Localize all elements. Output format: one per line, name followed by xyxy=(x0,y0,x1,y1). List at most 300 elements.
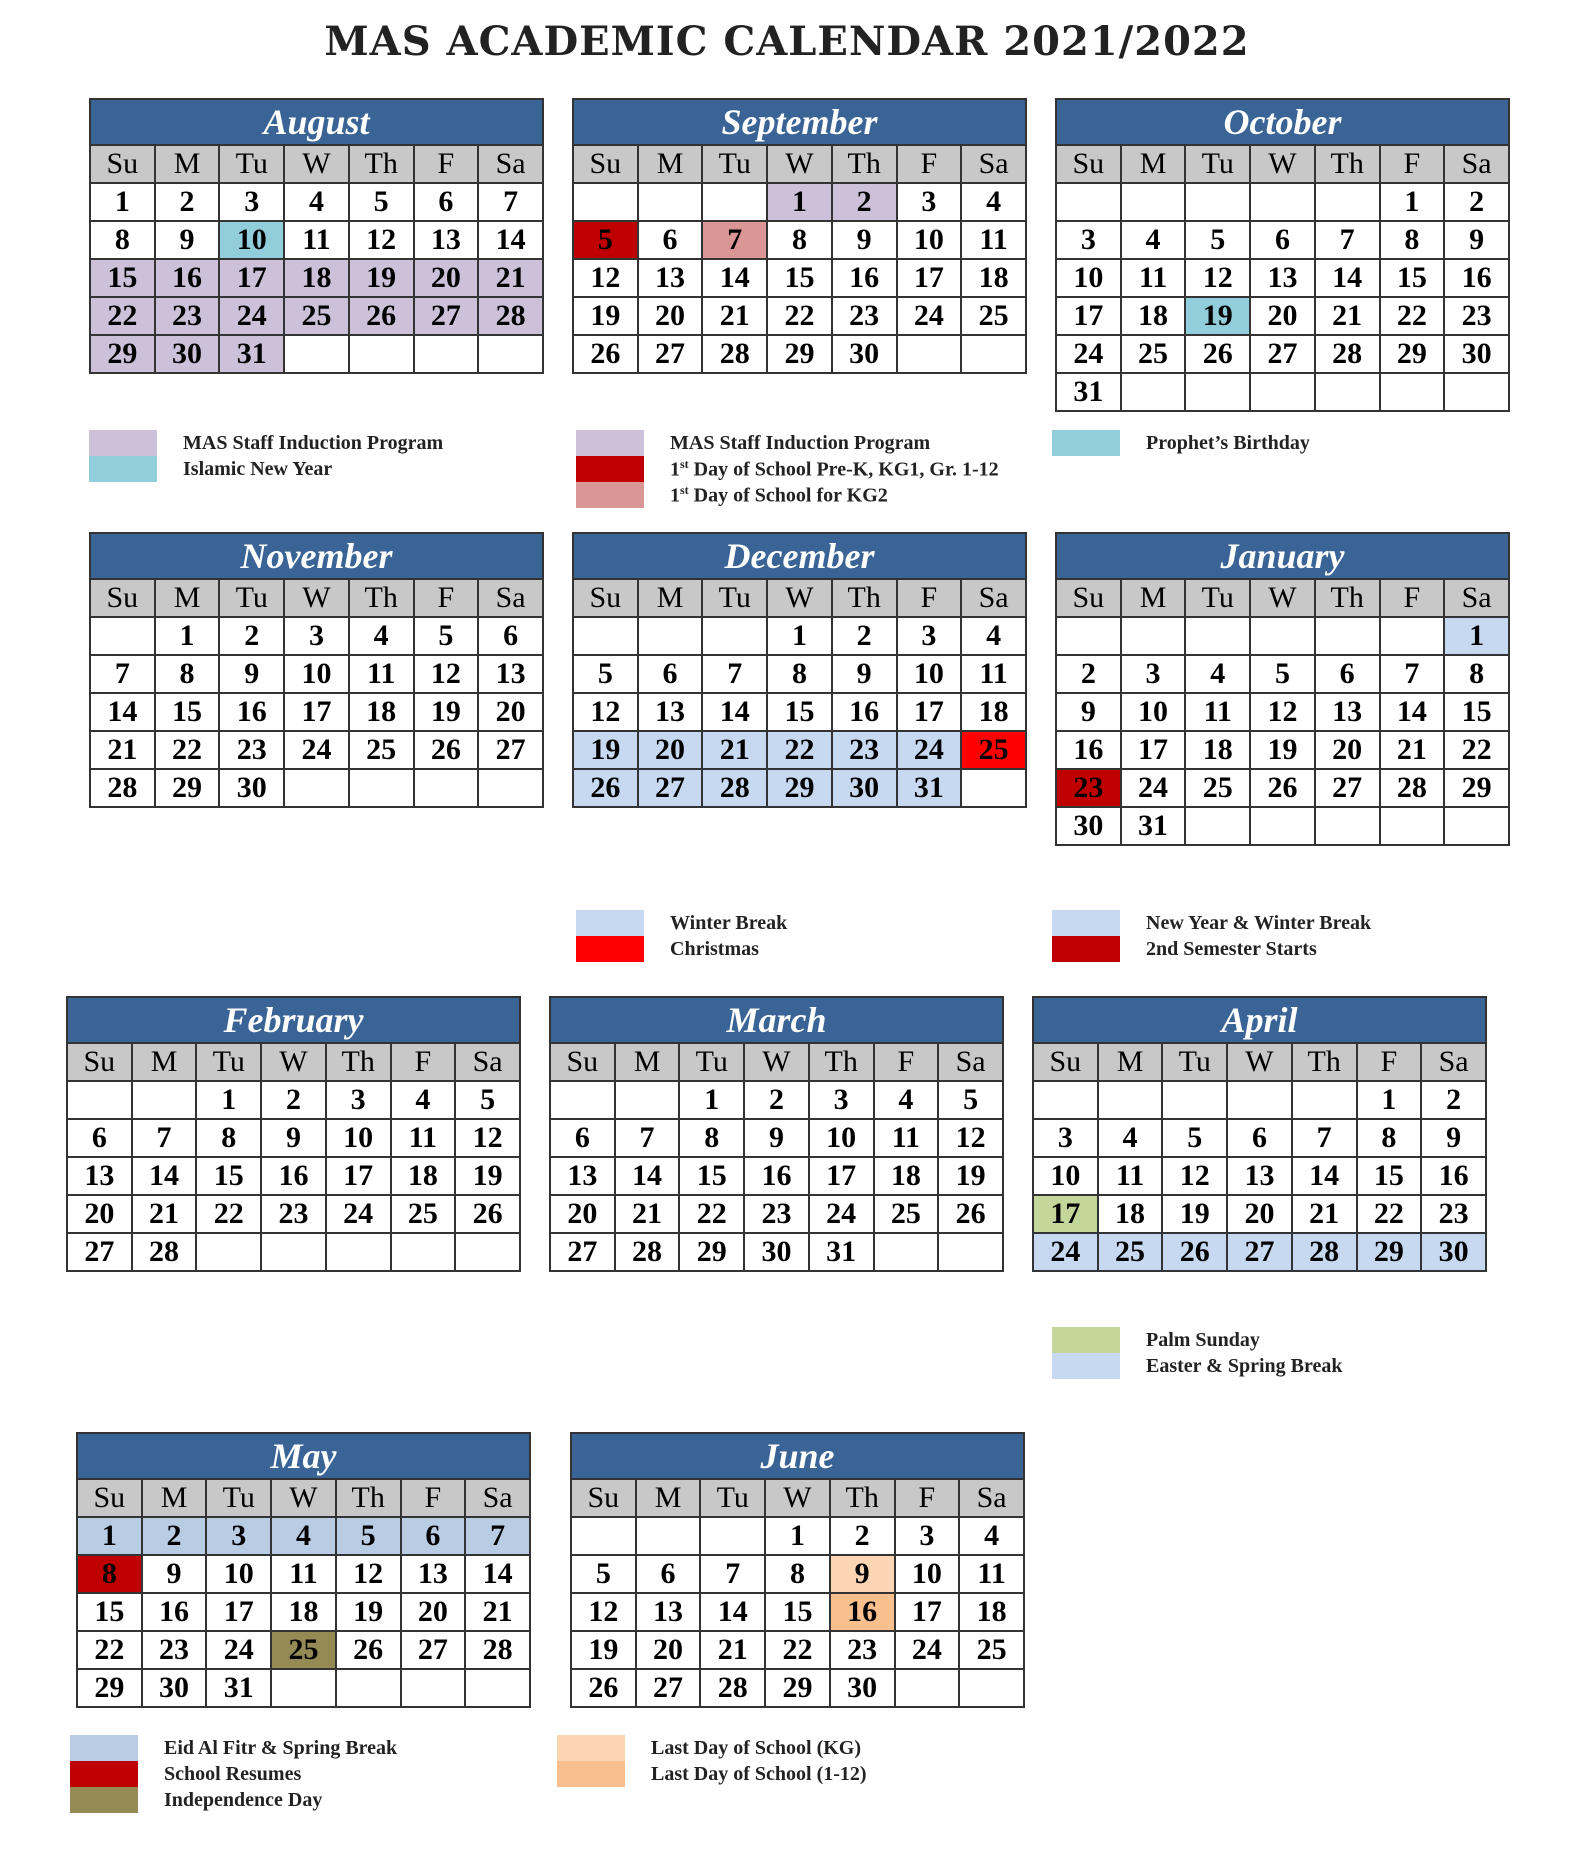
day-cell: 12 xyxy=(573,259,638,297)
empty-cell xyxy=(938,1233,1003,1271)
empty-cell xyxy=(271,1669,336,1707)
empty-cell xyxy=(1444,807,1509,845)
month-name: May xyxy=(77,1433,530,1479)
day-cell: 1 xyxy=(765,1517,830,1555)
weekday-header: W xyxy=(1250,579,1315,617)
day-cell: 18 xyxy=(961,259,1026,297)
day-cell: 1 xyxy=(155,617,220,655)
month-table xyxy=(570,1432,1025,1708)
day-cell: 7 xyxy=(1315,221,1380,259)
day-cell: 3 xyxy=(1056,221,1121,259)
weekday-header-row xyxy=(1056,145,1509,183)
weekday-header-row xyxy=(90,579,543,617)
empty-cell xyxy=(414,769,479,807)
day-cell: 26 xyxy=(1250,769,1315,807)
weekday-header: Sa xyxy=(938,1043,1003,1081)
day-cell: 1 xyxy=(679,1081,744,1119)
empty-cell xyxy=(1315,617,1380,655)
legend-label: MAS Staff Induction Program xyxy=(183,431,444,454)
legend-swatch xyxy=(1052,1353,1120,1379)
day-cell: 29 xyxy=(767,335,832,373)
day-cell: 25 xyxy=(391,1195,456,1233)
day-cell: 29 xyxy=(679,1233,744,1271)
weekday-header: Tu xyxy=(1162,1043,1227,1081)
day-cell: 11 xyxy=(271,1555,336,1593)
day-cell: 22 xyxy=(767,297,832,335)
day-cell: 21 xyxy=(1315,297,1380,335)
day-cell: 16 xyxy=(219,693,284,731)
legend-item xyxy=(1052,936,1371,962)
page-title: MAS ACADEMIC CALENDAR 2021/2022 xyxy=(324,18,1250,65)
day-cell: 10 xyxy=(1121,693,1186,731)
legend-item xyxy=(576,430,999,456)
day-cell: 23 xyxy=(744,1195,809,1233)
week-row xyxy=(1033,1119,1486,1157)
day-cell: 17 xyxy=(895,1593,960,1631)
day-cell: 2 xyxy=(261,1081,326,1119)
day-cell: 30 xyxy=(1444,335,1509,373)
day-cell: 4 xyxy=(961,617,1026,655)
legend-august xyxy=(89,430,443,482)
day-cell: 4 xyxy=(1185,655,1250,693)
week-row xyxy=(550,1119,1003,1157)
day-cell: 12 xyxy=(1162,1157,1227,1195)
day-cell: 5 xyxy=(349,183,414,221)
month-table xyxy=(89,532,544,808)
weekday-header: M xyxy=(1121,145,1186,183)
weekday-header: Th xyxy=(349,579,414,617)
day-cell: 15 xyxy=(155,693,220,731)
day-cell: 15 xyxy=(765,1593,830,1631)
day-cell: 8 xyxy=(1357,1119,1422,1157)
week-row xyxy=(550,1157,1003,1195)
day-cell: 6 xyxy=(1250,221,1315,259)
empty-cell xyxy=(1121,373,1186,411)
weekday-header: Su xyxy=(77,1479,142,1517)
week-row xyxy=(1056,731,1509,769)
weekday-header: Su xyxy=(1056,145,1121,183)
week-row xyxy=(67,1081,520,1119)
legend-label: MAS Staff Induction Program xyxy=(670,431,931,454)
empty-cell xyxy=(326,1233,391,1271)
day-cell: 16 xyxy=(1056,731,1121,769)
legend-label xyxy=(670,457,999,482)
legend-swatch xyxy=(1052,1327,1120,1353)
day-cell: 6 xyxy=(1315,655,1380,693)
day-cell: 30 xyxy=(219,769,284,807)
day-cell: 6 xyxy=(636,1555,701,1593)
day-cell: 11 xyxy=(349,655,414,693)
day-cell: 9 xyxy=(832,221,897,259)
day-cell: 5 xyxy=(455,1081,520,1119)
month-name: January xyxy=(1056,533,1509,579)
day-cell: 17 xyxy=(284,693,349,731)
weekday-header: Su xyxy=(573,579,638,617)
week-row xyxy=(573,259,1026,297)
empty-cell xyxy=(1250,807,1315,845)
day-cell: 10 xyxy=(219,221,284,259)
weekday-header-row xyxy=(550,1043,1003,1081)
week-row xyxy=(1056,259,1509,297)
weekday-header: M xyxy=(638,579,703,617)
day-cell: 3 xyxy=(895,1517,960,1555)
day-cell: 22 xyxy=(155,731,220,769)
empty-cell xyxy=(284,769,349,807)
day-cell: 20 xyxy=(1227,1195,1292,1233)
day-cell: 10 xyxy=(897,655,962,693)
weekday-header: F xyxy=(874,1043,939,1081)
calendar-august xyxy=(89,98,544,374)
calendar-february xyxy=(66,996,521,1272)
weekday-header: Th xyxy=(1292,1043,1357,1081)
day-cell: 31 xyxy=(206,1669,271,1707)
week-row xyxy=(573,335,1026,373)
day-cell: 29 xyxy=(90,335,155,373)
day-cell: 13 xyxy=(478,655,543,693)
month-name: December xyxy=(573,533,1026,579)
day-cell: 13 xyxy=(550,1157,615,1195)
weekday-header: Tu xyxy=(196,1043,261,1081)
legend-label: Prophet’s Birthday xyxy=(1146,431,1310,454)
day-cell: 30 xyxy=(1056,807,1121,845)
weekday-header: Su xyxy=(1056,579,1121,617)
legend-swatch xyxy=(576,482,644,508)
day-cell: 23 xyxy=(1444,297,1509,335)
day-cell: 28 xyxy=(465,1631,530,1669)
day-cell: 28 xyxy=(615,1233,680,1271)
month-name: September xyxy=(573,99,1026,145)
weekday-header: F xyxy=(414,145,479,183)
empty-cell xyxy=(132,1081,197,1119)
day-cell: 16 xyxy=(1421,1157,1486,1195)
week-row xyxy=(573,617,1026,655)
day-cell: 26 xyxy=(1162,1233,1227,1271)
day-cell: 18 xyxy=(959,1593,1024,1631)
day-cell: 30 xyxy=(744,1233,809,1271)
weekday-header: M xyxy=(636,1479,701,1517)
day-cell: 31 xyxy=(897,769,962,807)
calendar-september xyxy=(572,98,1027,374)
empty-cell xyxy=(638,183,703,221)
day-cell: 6 xyxy=(1227,1119,1292,1157)
weekday-header: Sa xyxy=(1444,145,1509,183)
week-row xyxy=(573,221,1026,259)
day-cell: 13 xyxy=(636,1593,701,1631)
day-cell: 5 xyxy=(573,655,638,693)
day-cell: 2 xyxy=(1421,1081,1486,1119)
day-cell: 24 xyxy=(1033,1233,1098,1271)
day-cell: 30 xyxy=(1421,1233,1486,1271)
weekday-header: M xyxy=(155,145,220,183)
legend-label: Last Day of School (1-12) xyxy=(651,1762,867,1785)
weekday-header: M xyxy=(142,1479,207,1517)
weekday-header: M xyxy=(638,145,703,183)
weekday-header-row xyxy=(90,145,543,183)
weekday-header: Tu xyxy=(219,579,284,617)
empty-cell xyxy=(478,335,543,373)
day-cell: 6 xyxy=(638,655,703,693)
day-cell: 10 xyxy=(897,221,962,259)
day-cell: 15 xyxy=(1380,259,1445,297)
day-cell: 17 xyxy=(219,259,284,297)
day-cell: 30 xyxy=(830,1669,895,1707)
day-cell: 7 xyxy=(702,655,767,693)
day-cell: 27 xyxy=(1250,335,1315,373)
empty-cell xyxy=(961,335,1026,373)
weekday-header: Su xyxy=(550,1043,615,1081)
week-row xyxy=(1056,617,1509,655)
empty-cell xyxy=(1250,373,1315,411)
legend-label: School Resumes xyxy=(164,1762,302,1785)
empty-cell xyxy=(1098,1081,1163,1119)
empty-cell xyxy=(1227,1081,1292,1119)
day-cell: 18 xyxy=(874,1157,939,1195)
empty-cell xyxy=(550,1081,615,1119)
day-cell: 27 xyxy=(478,731,543,769)
day-cell: 25 xyxy=(284,297,349,335)
day-cell: 12 xyxy=(938,1119,1003,1157)
day-cell: 1 xyxy=(767,617,832,655)
day-cell: 17 xyxy=(809,1157,874,1195)
weekday-header: W xyxy=(271,1479,336,1517)
day-cell: 13 xyxy=(638,259,703,297)
weekday-header: Tu xyxy=(219,145,284,183)
week-row xyxy=(90,617,543,655)
legend-item xyxy=(70,1735,397,1761)
day-cell: 28 xyxy=(1315,335,1380,373)
legend-september xyxy=(576,430,999,508)
week-row xyxy=(571,1555,1024,1593)
legend-item xyxy=(1052,430,1310,456)
day-cell: 20 xyxy=(636,1631,701,1669)
week-row xyxy=(1056,769,1509,807)
empty-cell xyxy=(961,769,1026,807)
month-name: February xyxy=(67,997,520,1043)
weekday-header: Th xyxy=(1315,145,1380,183)
week-row xyxy=(1056,335,1509,373)
empty-cell xyxy=(1121,617,1186,655)
day-cell: 27 xyxy=(67,1233,132,1271)
day-cell: 7 xyxy=(1380,655,1445,693)
day-cell: 23 xyxy=(832,731,897,769)
weekday-header: Tu xyxy=(700,1479,765,1517)
day-cell: 22 xyxy=(77,1631,142,1669)
weekday-header-row xyxy=(67,1043,520,1081)
day-cell: 23 xyxy=(832,297,897,335)
legend-item xyxy=(576,910,787,936)
day-cell: 7 xyxy=(465,1517,530,1555)
day-cell: 9 xyxy=(142,1555,207,1593)
legend-label-rest: Day of School Pre-K, KG1, Gr. 1-12 xyxy=(688,458,999,481)
day-cell: 26 xyxy=(573,769,638,807)
day-cell: 21 xyxy=(465,1593,530,1631)
weekday-header: W xyxy=(765,1479,830,1517)
day-cell: 15 xyxy=(1357,1157,1422,1195)
day-cell: 23 xyxy=(1421,1195,1486,1233)
day-cell: 26 xyxy=(571,1669,636,1707)
empty-cell xyxy=(1315,183,1380,221)
day-cell: 16 xyxy=(830,1593,895,1631)
day-cell: 22 xyxy=(679,1195,744,1233)
weekday-header-row xyxy=(77,1479,530,1517)
legend-label: Islamic New Year xyxy=(183,457,333,480)
day-cell: 12 xyxy=(336,1555,401,1593)
day-cell: 18 xyxy=(1121,297,1186,335)
day-cell: 4 xyxy=(271,1517,336,1555)
day-cell: 3 xyxy=(1033,1119,1098,1157)
legend-item xyxy=(1052,1353,1343,1379)
empty-cell xyxy=(1185,373,1250,411)
empty-cell xyxy=(573,183,638,221)
day-cell: 26 xyxy=(938,1195,1003,1233)
weekday-header: Tu xyxy=(679,1043,744,1081)
day-cell: 22 xyxy=(1357,1195,1422,1233)
day-cell: 12 xyxy=(455,1119,520,1157)
day-cell: 11 xyxy=(874,1119,939,1157)
legend-swatch xyxy=(557,1735,625,1761)
week-row xyxy=(90,335,543,373)
day-cell: 11 xyxy=(1185,693,1250,731)
day-cell: 24 xyxy=(326,1195,391,1233)
day-cell: 4 xyxy=(1121,221,1186,259)
day-cell: 8 xyxy=(767,655,832,693)
weekday-header: Sa xyxy=(1444,579,1509,617)
day-cell: 5 xyxy=(1162,1119,1227,1157)
empty-cell xyxy=(636,1517,701,1555)
day-cell: 14 xyxy=(702,259,767,297)
legend-swatch xyxy=(1052,936,1120,962)
day-cell: 29 xyxy=(155,769,220,807)
day-cell: 17 xyxy=(897,259,962,297)
day-cell: 3 xyxy=(897,183,962,221)
legend-swatch xyxy=(576,910,644,936)
weekday-header: Tu xyxy=(206,1479,271,1517)
legend-label: New Year & Winter Break xyxy=(1146,911,1372,934)
day-cell: 14 xyxy=(90,693,155,731)
month-name: October xyxy=(1056,99,1509,145)
day-cell: 9 xyxy=(744,1119,809,1157)
week-row xyxy=(1033,1233,1486,1271)
day-cell: 21 xyxy=(478,259,543,297)
week-row xyxy=(77,1631,530,1669)
calendar-june xyxy=(570,1432,1025,1708)
legend-swatch xyxy=(576,936,644,962)
week-row xyxy=(90,221,543,259)
weekday-header: W xyxy=(284,145,349,183)
day-cell: 19 xyxy=(1162,1195,1227,1233)
day-cell: 16 xyxy=(155,259,220,297)
day-cell: 9 xyxy=(219,655,284,693)
day-cell: 18 xyxy=(1098,1195,1163,1233)
day-cell: 9 xyxy=(832,655,897,693)
day-cell: 16 xyxy=(261,1157,326,1195)
day-cell: 8 xyxy=(767,221,832,259)
week-row xyxy=(1056,655,1509,693)
week-row xyxy=(90,183,543,221)
day-cell: 25 xyxy=(271,1631,336,1669)
day-cell: 9 xyxy=(1421,1119,1486,1157)
legend-swatch xyxy=(576,456,644,482)
day-cell: 15 xyxy=(90,259,155,297)
weekday-header: M xyxy=(1121,579,1186,617)
weekday-header: Sa xyxy=(959,1479,1024,1517)
week-row xyxy=(90,693,543,731)
day-cell: 2 xyxy=(830,1517,895,1555)
month-name: April xyxy=(1033,997,1486,1043)
day-cell: 23 xyxy=(155,297,220,335)
day-cell: 11 xyxy=(391,1119,456,1157)
week-row xyxy=(90,769,543,807)
weekday-header: Th xyxy=(326,1043,391,1081)
empty-cell xyxy=(702,617,767,655)
day-cell: 8 xyxy=(1444,655,1509,693)
empty-cell xyxy=(284,335,349,373)
day-cell: 18 xyxy=(391,1157,456,1195)
week-row xyxy=(573,731,1026,769)
empty-cell xyxy=(1315,373,1380,411)
day-cell: 28 xyxy=(702,769,767,807)
legend-item xyxy=(576,456,999,482)
day-cell: 8 xyxy=(765,1555,830,1593)
day-cell: 14 xyxy=(1380,693,1445,731)
day-cell: 18 xyxy=(349,693,414,731)
day-cell: 6 xyxy=(638,221,703,259)
empty-cell xyxy=(1185,183,1250,221)
legend-swatch xyxy=(70,1735,138,1761)
day-cell: 1 xyxy=(90,183,155,221)
day-cell: 27 xyxy=(638,335,703,373)
weekday-header: Sa xyxy=(961,145,1026,183)
day-cell: 2 xyxy=(155,183,220,221)
day-cell: 3 xyxy=(809,1081,874,1119)
day-cell: 25 xyxy=(961,731,1026,769)
day-cell: 5 xyxy=(1185,221,1250,259)
day-cell: 31 xyxy=(1056,373,1121,411)
month-table xyxy=(1032,996,1487,1272)
day-cell: 25 xyxy=(349,731,414,769)
legend-december xyxy=(576,910,787,962)
week-row xyxy=(1056,807,1509,845)
day-cell: 21 xyxy=(132,1195,197,1233)
day-cell: 20 xyxy=(401,1593,466,1631)
weekday-header-row xyxy=(573,145,1026,183)
legend-swatch xyxy=(576,430,644,456)
day-cell: 18 xyxy=(1185,731,1250,769)
legend-april xyxy=(1052,1327,1343,1379)
week-row xyxy=(550,1195,1003,1233)
empty-cell xyxy=(391,1233,456,1271)
day-cell: 3 xyxy=(284,617,349,655)
legend-label: Easter & Spring Break xyxy=(1146,1354,1343,1377)
day-cell: 20 xyxy=(550,1195,615,1233)
day-cell: 29 xyxy=(77,1669,142,1707)
legend-swatch xyxy=(89,430,157,456)
calendar-october xyxy=(1055,98,1510,412)
empty-cell xyxy=(1250,617,1315,655)
day-cell: 24 xyxy=(897,731,962,769)
day-cell: 8 xyxy=(155,655,220,693)
calendar-may xyxy=(76,1432,531,1708)
day-cell: 19 xyxy=(1250,731,1315,769)
day-cell: 14 xyxy=(132,1157,197,1195)
day-cell: 24 xyxy=(1056,335,1121,373)
legend-label: Winter Break xyxy=(670,911,788,934)
empty-cell xyxy=(1380,373,1445,411)
day-cell: 23 xyxy=(219,731,284,769)
weekday-header: Th xyxy=(809,1043,874,1081)
day-cell: 6 xyxy=(478,617,543,655)
legend-label-ordinal: st xyxy=(680,456,689,471)
